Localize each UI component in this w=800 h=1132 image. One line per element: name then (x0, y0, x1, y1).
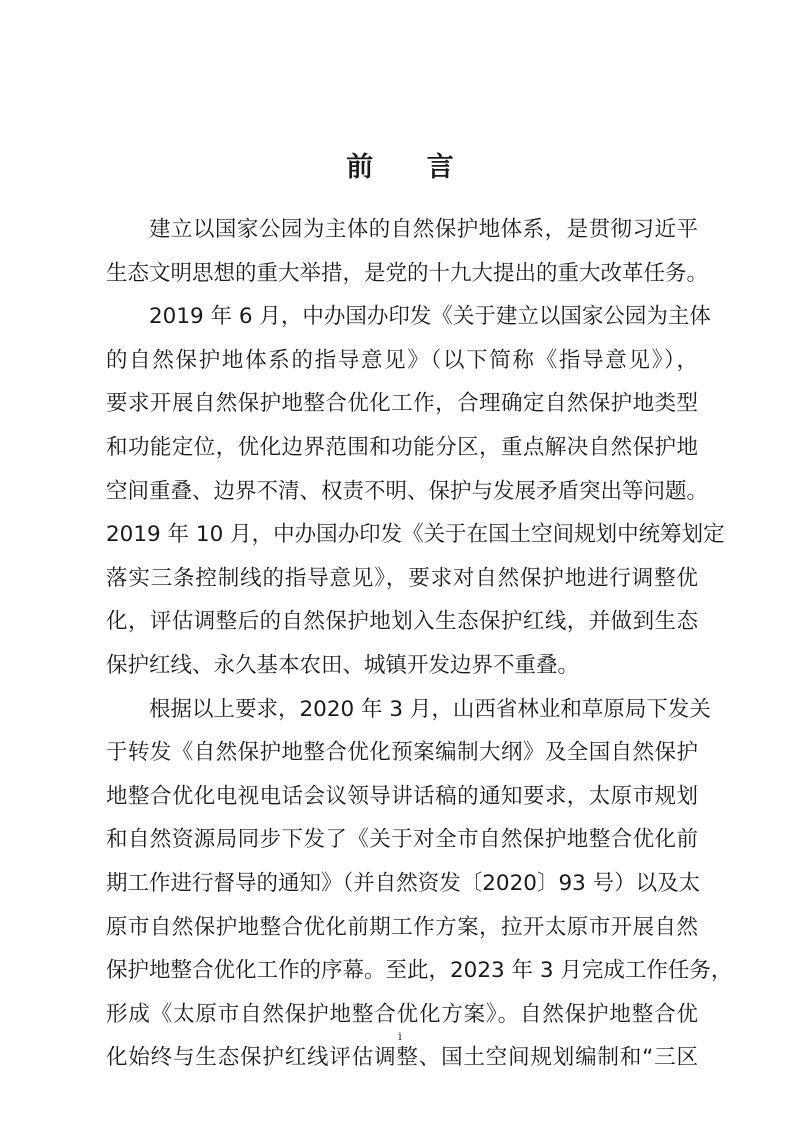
text-line: 2019 年 6 月，中办国办印发《关于建立以国家公园为主体 (149, 304, 711, 330)
text-line: 期工作进行督导的通知》（并自然资发〔2020〕93 号）以及太 (106, 870, 701, 896)
text-line: 2019 年 10 月，中办国办印发《关于在国土空间规划中统筹划定 (106, 522, 725, 548)
text-line: 空间重叠、边界不清、权责不明、保护与发展矛盾突出等问题。 (106, 478, 709, 504)
text-line: 保护红线、永久基本农田、城镇开发边界不重叠。 (106, 652, 580, 678)
text-line: 和自然资源局同步下发了《关于对全市自然保护地整合优化前 (106, 827, 698, 853)
text-line: 保护地整合优化工作的序幕。至此，2023 年 3 月完成工作任务， (106, 958, 733, 984)
text-line: 和功能定位，优化边界范围和功能分区，重点解决自然保护地 (106, 434, 698, 460)
page-number: i (398, 1030, 402, 1043)
text-line: 化，评估调整后的自然保护地划入生态保护红线，并做到生态 (106, 609, 698, 635)
text-line: 的自然保护地体系的指导意见》（以下简称《指导意见》）， (106, 347, 698, 373)
text-line: 根据以上要求，2020 年 3 月，山西省林业和草原局下发关 (149, 696, 711, 722)
text-line: 落实三条控制线的指导意见》，要求对自然保护地进行调整优 (106, 565, 698, 591)
text-line: 原市自然保护地整合优化前期工作方案，拉开太原市开展自然 (106, 914, 698, 940)
text-line: 生态文明思想的重大举措，是党的十九大提出的重大改革任务。 (106, 260, 709, 286)
document-body (106, 208, 733, 1080)
text-line: 地整合优化电视电话会议领导讲话稿的通知要求，太原市规划 (106, 783, 698, 809)
page-title: 前 言 (346, 152, 476, 183)
text-line: 于转发《自然保护地整合优化预案编制大纲》及全国自然保护 (106, 740, 698, 766)
text-line: 化始终与生态保护红线评估调整、国土空间规划编制和“三区 (106, 1045, 698, 1071)
text-line: 形成《太原市自然保护地整合优化方案》。自然保护地整合优 (106, 1001, 698, 1027)
text-line: 要求开展自然保护地整合优化工作，合理确定自然保护地类型 (106, 391, 698, 417)
text-line: 建立以国家公园为主体的自然保护地体系，是贯彻习近平 (149, 217, 698, 242)
